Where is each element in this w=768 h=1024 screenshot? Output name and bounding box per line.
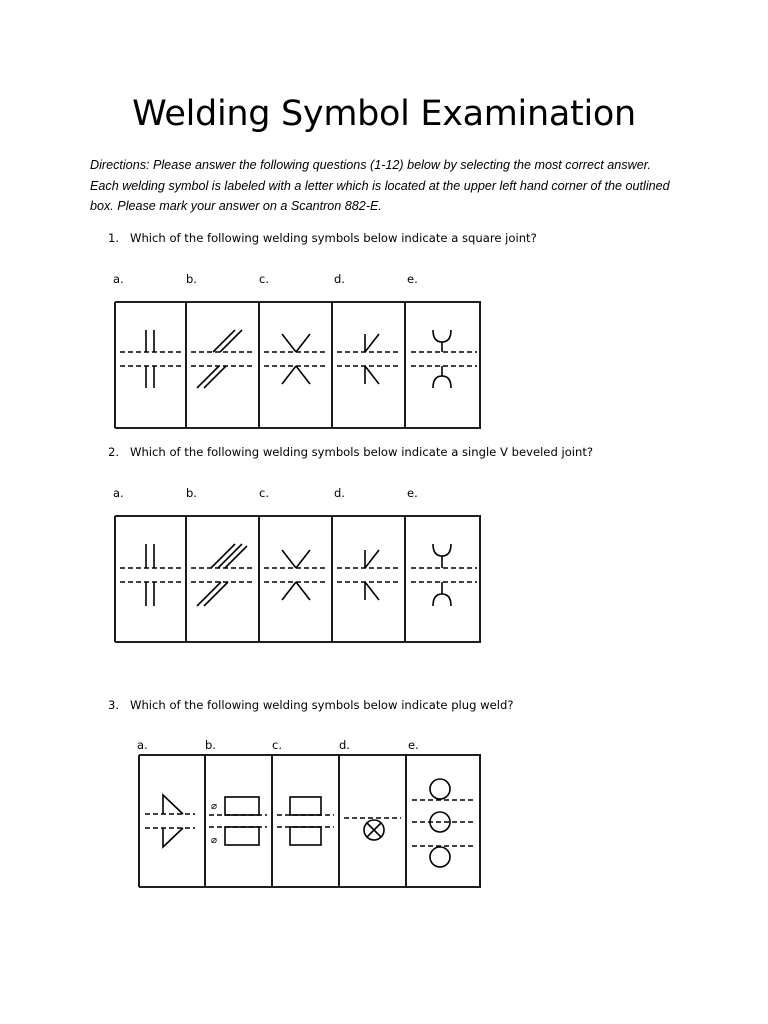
question-2	[108, 445, 593, 459]
diameter-symbol: ⌀	[211, 835, 218, 846]
option-label-e: e.	[407, 486, 418, 500]
option-label-c: c.	[272, 738, 282, 752]
symbol-grid-q2	[115, 516, 481, 643]
symbol-frame	[115, 516, 481, 642]
symbol-grid-q1	[115, 302, 481, 429]
question-number: 2.	[108, 445, 120, 459]
directions-line-1: Directions: Please answer the following questions (1-12) below by selecting the most correct answer.	[90, 158, 651, 172]
square-groove-symbol	[120, 330, 182, 388]
question-number: 3.	[108, 698, 120, 712]
v-groove-symbol	[264, 550, 328, 600]
directions-line-3: box. Please mark your answer on a Scantron 882-E.	[90, 199, 382, 213]
spot-weld-symbol	[344, 818, 401, 840]
option-label-e: e.	[408, 738, 419, 752]
question-number: 1.	[108, 231, 120, 245]
square-groove-symbol	[120, 544, 182, 606]
page-title: Welding Symbol Examination	[132, 94, 636, 134]
bevel-groove-symbol	[337, 334, 401, 384]
directions-line-2: Each welding symbol is labeled with a letter which is located at the upper left hand corner of the outlined	[90, 178, 670, 193]
u-groove-symbol	[411, 544, 477, 606]
question-text: Which of the following welding symbols below indicate a single V beveled joint?	[130, 445, 594, 459]
option-label-c: c.	[259, 486, 269, 500]
question-1	[108, 231, 537, 245]
option-label-a: a.	[113, 272, 124, 286]
plug-weld-symbol-with-diameter	[209, 797, 267, 846]
option-label-b: b.	[186, 486, 197, 500]
option-label-c: c.	[259, 272, 269, 286]
option-label-b: b.	[205, 738, 216, 752]
directions	[90, 155, 690, 217]
option-label-d: d.	[334, 486, 345, 500]
question-3	[108, 698, 514, 712]
diameter-symbol: ⌀	[211, 801, 218, 812]
plug-weld-symbol	[277, 797, 334, 845]
symbol-grid-q3	[139, 755, 482, 888]
circle-weld-symbol	[412, 779, 473, 867]
symbol-frame	[115, 302, 481, 428]
option-label-d: d.	[339, 738, 350, 752]
question-text: Which of the following welding symbols below indicate plug weld?	[130, 698, 514, 712]
fillet-weld-symbol	[145, 795, 195, 847]
option-label-d: d.	[334, 272, 345, 286]
bevel-groove-symbol	[337, 550, 401, 600]
slanted-lines-symbol	[191, 544, 255, 606]
option-label-e: e.	[407, 272, 418, 286]
question-text: Which of the following welding symbols below indicate a square joint?	[130, 231, 537, 245]
option-label-a: a.	[113, 486, 124, 500]
option-label-a: a.	[137, 738, 148, 752]
option-label-b: b.	[186, 272, 197, 286]
slanted-lines-symbol	[191, 330, 255, 388]
v-groove-symbol	[264, 334, 328, 384]
u-groove-symbol	[411, 330, 477, 388]
